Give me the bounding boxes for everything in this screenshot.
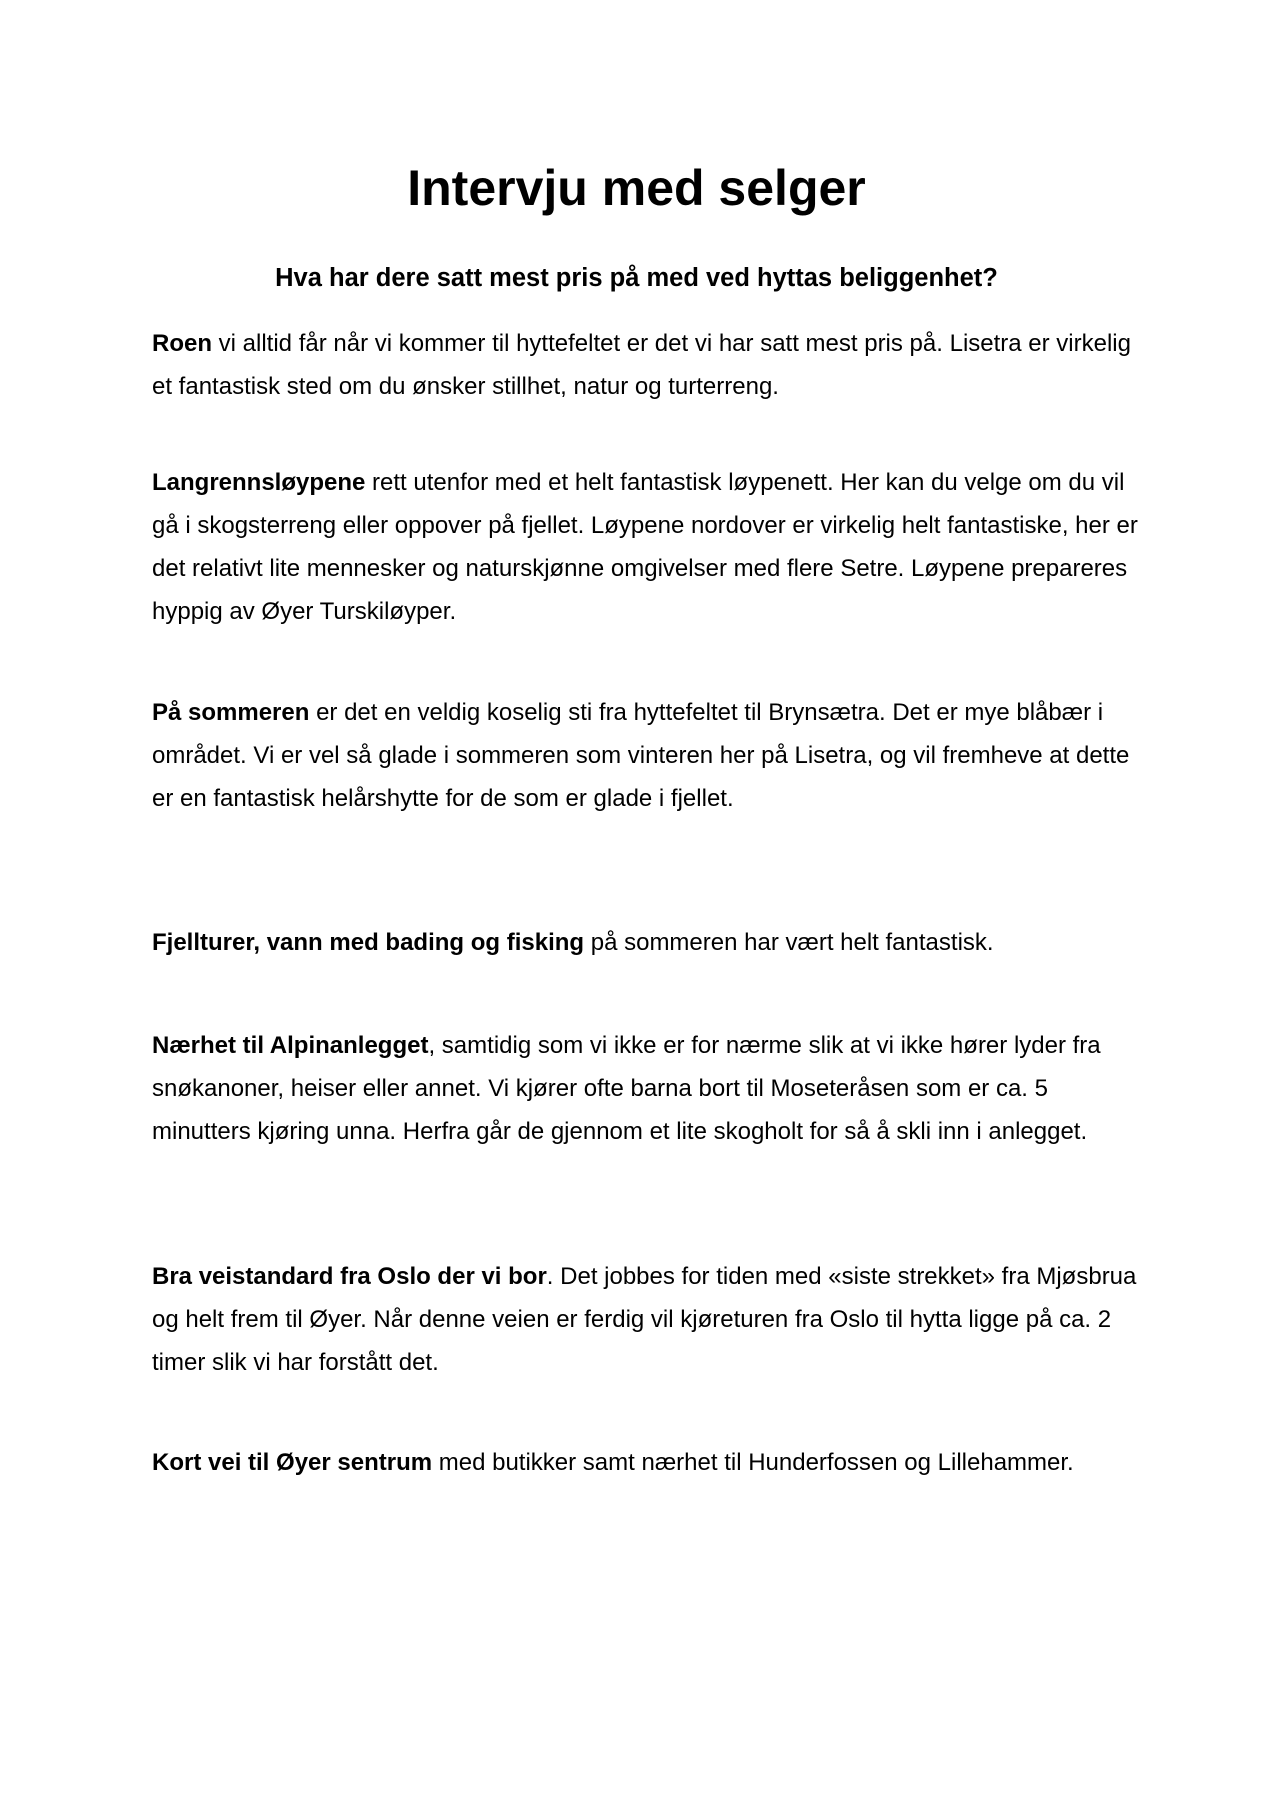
paragraph-veistandard bbox=[152, 1255, 1142, 1384]
paragraph-fjellturer bbox=[152, 921, 1142, 964]
paragraph-lead: Langrennsløypene bbox=[152, 469, 366, 496]
paragraph-text: er det en veldig koselig sti fra hyttefeltet til Brynsætra. Det er mye blåbær i området. Vi er vel så glade i sommeren som vinteren her på Lisetra, og vil fremheve at dette er en fantastisk helårshytte for de som er glade i fjellet. bbox=[152, 699, 1130, 812]
paragraph-lead: På sommeren bbox=[152, 699, 310, 726]
paragraph-lead: Nærhet til Alpinanlegget bbox=[152, 1032, 429, 1059]
paragraph-roen bbox=[152, 322, 1142, 408]
paragraph-langrennsloypene bbox=[152, 461, 1142, 633]
paragraph-text: med butikker samt nærhet til Hunderfossen og Lillehammer. bbox=[432, 1449, 1074, 1476]
paragraph-text: på sommeren har vært helt fantastisk. bbox=[584, 929, 994, 956]
paragraph-text: rett utenfor med et helt fantastisk løypenett. Her kan du velge om du vil gå i skogsterreng eller oppover på fjellet. Løypene nordover er virkelig helt fantastiske, her er det relativt lite mennesker og naturskjønne omgivelser med flere Setre. Løypene prepareres hyppig av Øyer Turskiløyper. bbox=[152, 469, 1138, 625]
page-title: Intervju med selger bbox=[407, 160, 866, 216]
paragraph-alpinanlegget bbox=[152, 1024, 1142, 1153]
paragraph-text: . Det jobbes for tiden med «siste strekket» fra Mjøsbrua og helt frem til Øyer. Når denne veien er ferdig vil kjøreturen fra Oslo til hytta ligge på ca. 2 timer slik vi har forstått det. bbox=[152, 1263, 1137, 1376]
paragraph-lead: Bra veistandard fra Oslo der vi bor bbox=[152, 1263, 547, 1290]
paragraph-lead: Roen bbox=[152, 330, 212, 357]
paragraph-text: vi alltid får når vi kommer til hyttefeltet er det vi har satt mest pris på. Lisetra er virkelig et fantastisk sted om du ønsker stillhet, natur og turterreng. bbox=[152, 330, 1131, 400]
paragraph-oyer-sentrum bbox=[152, 1441, 1142, 1484]
paragraph-lead: Kort vei til Øyer sentrum bbox=[152, 1449, 433, 1476]
paragraph-text: , samtidig som vi ikke er for nærme slik at vi ikke hører lyder fra snøkanoner, heiser eller annet. Vi kjører ofte barna bort til Moseteråsen som er ca. 5 minutters kjøring unna. Herfra går de gjennom et lite skogholt for så å skli inn i anlegget. bbox=[152, 1032, 1101, 1145]
interview-question: Hva har dere satt mest pris på med ved hyttas beliggenhet? bbox=[275, 264, 998, 292]
paragraph-sommeren bbox=[152, 691, 1142, 820]
paragraph-lead: Fjellturer, vann med bading og fisking bbox=[152, 929, 585, 956]
